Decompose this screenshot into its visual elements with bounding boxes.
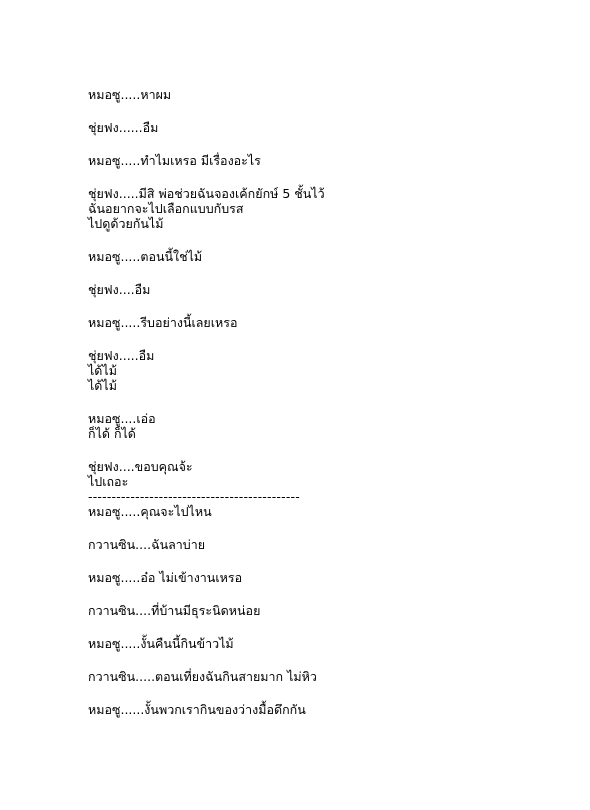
dialogue-paragraph [88,87,578,102]
dialogue-line: หมอซู......งั้นพวกเรากินของว่างมื้อดึกกัน [88,702,306,717]
dialogue-line: กวานซิน....ที่บ้านมีธุระนิดหน่อย [88,603,261,618]
dialogue-line: หมอซู.....งั้นคืนนี้กินข้าวไม้ [88,636,234,651]
dialogue-paragraph [88,186,578,231]
document-body [88,87,578,735]
dialogue-paragraph [88,669,578,684]
dialogue-paragraph [88,570,578,585]
dialogue-paragraph [88,636,578,651]
dialogue-line: ชุ่ยฟง.....มีสิ พ่อช่วยฉันจองเค้กยักษ์ 5 ชั้นไว้ [88,186,325,201]
dialogue-line: หมอซู....เอ่อ [88,411,156,426]
dialogue-line: ชุ่ยฟง.....อืม [88,348,155,363]
dialogue-paragraph [88,120,578,135]
dialogue-line: หมอซู.....รีบอย่างนี้เลยเหรอ [88,315,238,330]
dialogue-line: ฉันอยากจะไปเลือกแบบกับรส [88,201,244,216]
dialogue-paragraph [88,504,578,519]
dialogue-paragraph [88,153,578,168]
dialogue-paragraph [88,315,578,330]
dialogue-paragraph [88,603,578,618]
dialogue-line: กวานซิน.....ตอนเที่ยงฉันกินสายมาก ไม่หิว [88,669,317,684]
divider-line: --------------------------------------------- [88,489,300,504]
dialogue-line: กวานซิน....ฉันลาบ่าย [88,537,206,552]
dialogue-line: หมอซู.....ทำไมเหรอ มีเรื่องอะไร [88,153,261,168]
dialogue-line: ได้ไม้ [88,363,117,378]
dialogue-line: ไปเถอะ [88,474,129,489]
dialogue-line: หมอซู.....ตอนนี้ใช่ไม้ [88,249,203,264]
dialogue-paragraph [88,348,578,393]
dialogue-line: ไปดูด้วยกันไม้ [88,216,164,231]
dialogue-line: ชุ่ยฟง....อืม [88,282,151,297]
dialogue-line: ชุ่ยฟง......อืม [88,120,159,135]
dialogue-paragraph [88,282,578,297]
dialogue-line: ได้ไม้ [88,378,117,393]
dialogue-paragraph [88,702,578,717]
dialogue-line: หมอซู.....คุณจะไปไหน [88,504,212,519]
dialogue-line: หมอซู.....หาผม [88,87,172,102]
dialogue-paragraph [88,249,578,264]
scene-divider [88,489,578,504]
dialogue-paragraph [88,459,578,489]
dialogue-line: ชุ่ยฟง....ขอบคุณจ้ะ [88,459,193,474]
dialogue-paragraph [88,537,578,552]
dialogue-line: ก็ได้ ก็ได้ [88,426,136,441]
dialogue-line: หมอซู.....อ๋อ ไม่เข้างานเหรอ [88,570,243,585]
dialogue-paragraph [88,411,578,441]
